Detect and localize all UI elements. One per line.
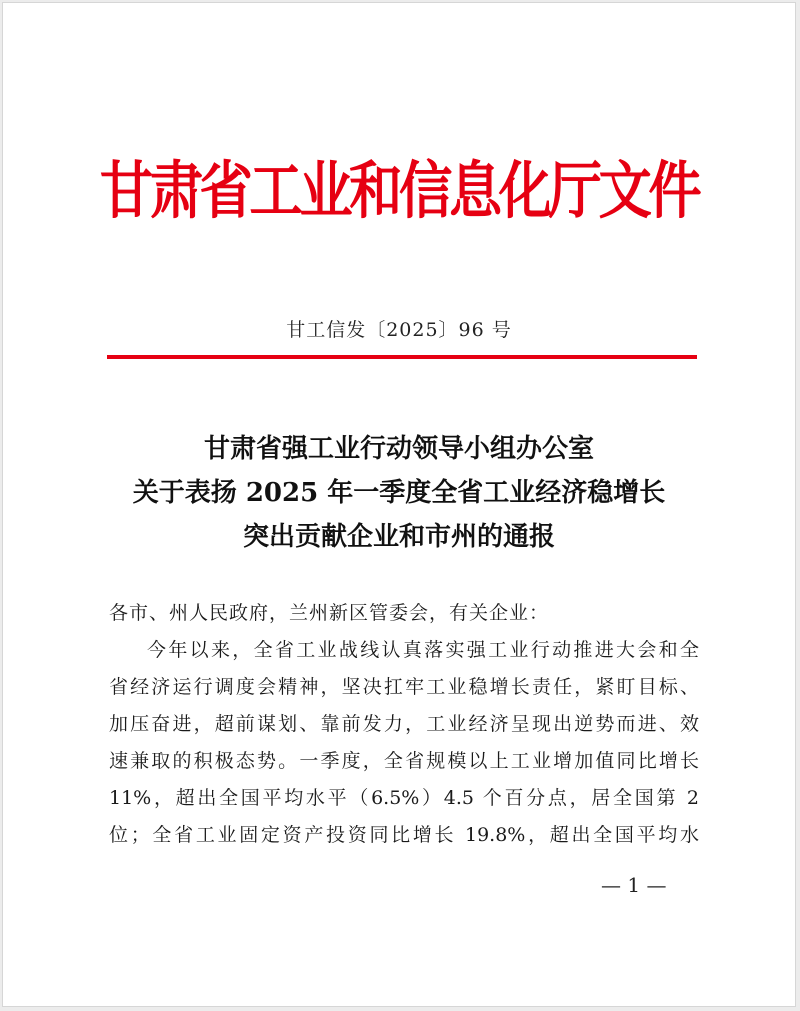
paragraph-line: 加压奋进，超前谋划、靠前发力，工业经济呈现出逆势而进、效 — [109, 713, 699, 735]
paragraph-line: 省经济运行调度会精神，坚决扛牢工业稳增长责任，紧盯目标、 — [109, 676, 699, 698]
document-page — [2, 2, 796, 1007]
title-line: 关于表扬 2025 年一季度全省工业经济稳增长 — [132, 478, 666, 508]
masthead-title: 甘肃省工业和信息化厅文件 — [99, 154, 699, 227]
title-line: 突出贡献企业和市州的通报 — [242, 522, 555, 552]
body-text — [109, 595, 699, 854]
page-number: — 1 — — [601, 873, 667, 897]
salutation: 各市、州人民政府，兰州新区管委会，有关企业： — [109, 602, 550, 624]
paragraph-line: 11%，超出全国平均水平（6.5%）4.5 个百分点，居全国第 2 — [109, 787, 699, 809]
title-line: 甘肃省强工业行动领导小组办公室 — [203, 434, 594, 464]
notice-title — [3, 427, 795, 559]
paragraph-line: 速兼取的积极态势。一季度，全省规模以上工业增加值同比增长 — [109, 750, 699, 772]
paragraph-line: 今年以来，全省工业战线认真落实强工业行动推进大会和全 — [147, 639, 699, 661]
red-separator-line — [107, 355, 697, 359]
paragraph-line: 位；全省工业固定资产投资同比增长 19.8%，超出全国平均水 — [109, 824, 699, 846]
document-number: 甘工信发〔2025〕96 号 — [286, 319, 512, 341]
